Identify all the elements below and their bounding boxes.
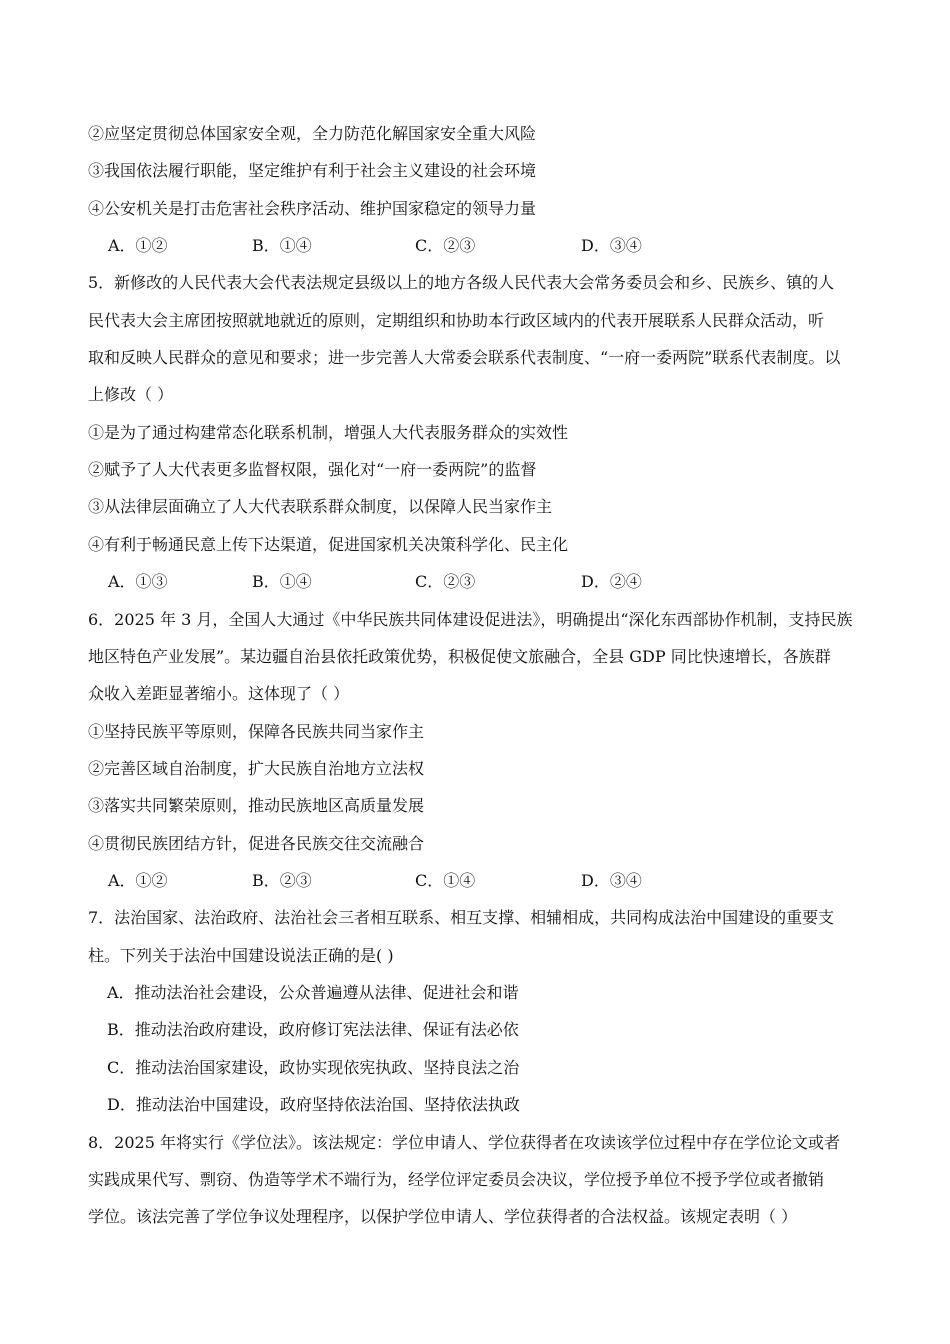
q7-option-d[interactable]: D．推动法治中国建设，政府坚持依法治国、坚持依法执政 [107, 1095, 520, 1114]
q6-option-d[interactable]: D．③④ [581, 871, 642, 890]
q5-stem-line-1: 5．新修改的人民代表大会代表法规定县级以上的地方各级人民代表大会常务委员会和乡、民族乡、镇的人 [88, 273, 835, 292]
q4-option-d[interactable]: D．③④ [581, 236, 642, 255]
q5-stem-line-3: 取和反映人民群众的意见和要求；进一步完善人大常委会联系代表制度、“一府一委两院”联系代表制度。以 [88, 348, 841, 367]
q6-option-c[interactable]: C．①④ [415, 871, 476, 890]
q8-stem-line-1: 8．2025 年将实行《学位法》。该法规定：学位申请人、学位获得者在攻读该学位过程中存在学位论文或者 [88, 1133, 840, 1152]
q6-item-2: ②完善区域自治制度，扩大民族自治地方立法权 [88, 759, 425, 778]
q5-stem-line-4: 上修改（ ） [88, 385, 174, 404]
q4-item-2: ②应坚定贯彻总体国家安全观，全力防范化解国家安全重大风险 [88, 124, 537, 143]
q5-option-b[interactable]: B．①④ [252, 572, 312, 591]
q5-option-c[interactable]: C．②③ [415, 572, 476, 591]
q6-item-3: ③落实共同繁荣原则，推动民族地区高质量发展 [88, 796, 425, 815]
q6-stem-line-1: 6．2025 年 3 月，全国人大通过《中华民族共同体建设促进法》，明确提出“深化东西部协作机制，支持民族 [88, 610, 853, 629]
q5-option-d[interactable]: D．②④ [581, 572, 642, 591]
q7-option-a[interactable]: A．推动法治社会建设，公众普遍遵从法律、促进社会和谐 [107, 983, 519, 1002]
q6-stem-line-3: 众收入差距显著缩小。这体现了（ ） [88, 684, 350, 703]
q5-item-2: ②赋予了人大代表更多监督权限，强化对“一府一委两院”的监督 [88, 460, 537, 479]
q4-item-4: ④公安机关是打击危害社会秩序活动、维护国家稳定的领导力量 [88, 199, 537, 218]
q6-stem-line-2: 地区特色产业发展”。某边疆自治县依托政策优势，积极促使文旅融合，全县 GDP 同比快速增长，各族群 [88, 647, 831, 666]
q5-stem-line-2: 民代表大会主席团按照就地就近的原则，定期组织和协助本行政区域内的代表开展联系人民群众活动，听 [88, 311, 825, 330]
q5-item-3: ③从法律层面确立了人大代表联系群众制度，以保障人民当家作主 [88, 497, 553, 516]
q7-stem-line-2: 柱。下列关于法治中国建设说法正确的是( ) [88, 946, 394, 965]
q8-stem-line-3: 学位。该法完善了学位争议处理程序，以保护学位申请人、学位获得者的合法权益。该规定表明（ ） [88, 1207, 798, 1226]
q5-option-a[interactable]: A．①③ [108, 572, 168, 591]
q6-item-4: ④贯彻民族团结方针，促进各民族交往交流融合 [88, 834, 425, 853]
q4-option-b[interactable]: B．①④ [252, 236, 312, 255]
q4-option-c[interactable]: C．②③ [415, 236, 476, 255]
q6-option-b[interactable]: B．②③ [252, 871, 312, 890]
q7-option-b[interactable]: B．推动法治政府建设，政府修订宪法法律、保证有法必依 [107, 1020, 519, 1039]
q5-item-1: ①是为了通过构建常态化联系机制，增强人大代表服务群众的实效性 [88, 423, 569, 442]
q4-option-a[interactable]: A．①② [108, 236, 168, 255]
q4-item-3: ③我国依法履行职能，坚定维护有利于社会主义建设的社会环境 [88, 161, 537, 180]
q6-item-1: ①坚持民族平等原则，保障各民族共同当家作主 [88, 722, 425, 741]
q8-stem-line-2: 实践成果代写、剽窃、伪造等学术不端行为，经学位评定委员会决议，学位授予单位不授予学位或者撤销 [88, 1170, 825, 1189]
q6-option-a[interactable]: A．①② [108, 871, 168, 890]
q7-stem-line-1: 7．法治国家、法治政府、法治社会三者相互联系、相互支撑、相辅相成，共同构成法治中国建设的重要支 [88, 908, 835, 927]
q7-option-c[interactable]: C．推动法治国家建设，政协实现依宪执政、坚持良法之治 [107, 1058, 520, 1077]
q5-item-4: ④有利于畅通民意上传下达渠道，促进国家机关决策科学化、民主化 [88, 535, 569, 554]
